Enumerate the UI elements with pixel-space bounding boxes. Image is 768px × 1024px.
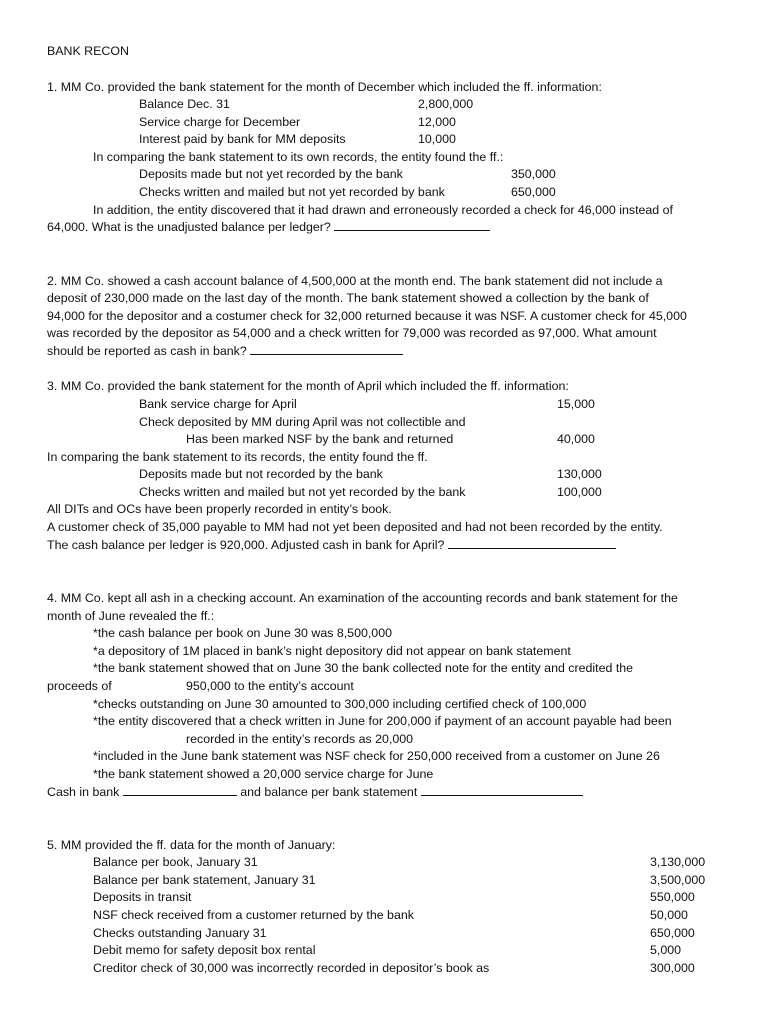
q1-found-label: Checks written and mailed but not yet recorded by bank [139,185,445,199]
q5-item-value: 5,000 [650,943,682,957]
q4-bullet: *a depository of 1M placed in bank’s night depository did not appear on bank statement [93,644,571,658]
q3-note: All DITs and OCs have been properly recorded in entity’s book. [47,502,392,516]
q3-service-value: 15,000 [557,397,595,411]
q2-question-text: should be reported as cash in bank? [47,344,247,358]
answer-blank[interactable] [421,784,583,796]
q3-question [47,537,616,554]
q1-found-label: Deposits made but not yet recorded by the bank [139,167,403,181]
q4-bullet: *checks outstanding on June 30 amounted to 300,000 including certified check of 100,000 [93,697,587,711]
q5-item-value: 300,000 [650,961,695,975]
page-title: BANK RECON [47,44,129,58]
q5-item-label: Balance per book, January 31 [93,855,258,869]
q1-compare: In comparing the bank statement to its own records, the entity found the ff.: [93,150,504,164]
answer-blank[interactable] [334,219,490,231]
q4-cash-label: Cash in bank [47,785,120,799]
q5-item-label: NSF check received from a customer returned by the bank [93,908,414,922]
q5-item-value: 550,000 [650,890,695,904]
q1-addition: In addition, the entity discovered that it had drawn and erroneously recorded a check for 46,000 instead of [93,203,673,217]
q2-line: was recorded by the depositor as 54,000 and a check written for 79,000 was recorded as 97,000. What amount [47,326,657,340]
q1-item-value: 10,000 [418,132,456,146]
q4-bullet-cont-a: proceeds of [47,679,112,693]
q5-item-value: 3,500,000 [650,873,706,887]
q3-question-text: The cash balance per ledger is 920,000. Adjusted cash in bank for April? [47,538,445,552]
q3-found-label: Checks written and mailed but not yet recorded by the bank [139,485,466,499]
q1-item-label: Interest paid by bank for MM deposits [139,132,346,146]
q1-item-value: 12,000 [418,115,456,129]
q5-item-label: Checks outstanding January 31 [93,926,267,940]
q3-intro: 3. MM Co. provided the bank statement for the month of April which included the ff. information: [47,379,569,393]
q1-item-value: 2,800,000 [418,97,474,111]
q3-nsf-label: Check deposited by MM during April was not collectible and [139,415,466,429]
q4-bank-label: and balance per bank statement [240,785,418,799]
q1-question-text: 64,000. What is the unadjusted balance per ledger? [47,220,331,234]
answer-blank[interactable] [448,537,616,549]
answer-blank[interactable] [123,784,237,796]
q5-intro: 5. MM provided the ff. data for the month of January: [47,838,336,852]
q1-question [47,219,490,236]
q2-line: 2. MM Co. showed a cash account balance of 4,500,000 at the month end. The bank statement did not include a [47,274,663,288]
q5-item-value: 50,000 [650,908,688,922]
q4-intro: 4. MM Co. kept all ash in a checking account. An examination of the accounting records and bank statement for the [47,591,678,605]
q1-found-value: 350,000 [511,167,556,181]
q2-line: 94,000 for the depositor and a costumer check for 32,000 returned because it was NSF. A customer check for 45,000 [47,309,687,323]
q1-item-label: Balance Dec. 31 [139,97,230,111]
q1-found-value: 650,000 [511,185,556,199]
q4-intro-cont: month of June revealed the ff.: [47,609,215,623]
q1-item-label: Service charge for December [139,115,301,129]
q5-item-label: Debit memo for safety deposit box rental [93,943,316,957]
q3-nsf-value: 40,000 [557,432,595,446]
q1-intro: 1. MM Co. provided the bank statement for the month of December which included the ff. information: [47,80,602,94]
q5-item-value: 650,000 [650,926,695,940]
q4-bullet: *included in the June bank statement was NSF check for 250,000 received from a customer on June 26 [93,749,660,763]
q2-question [47,343,403,360]
q2-line: deposit of 230,000 made on the last day of the month. The bank statement showed a collection by the bank of [47,291,649,305]
q4-bullet: *the bank statement showed a 20,000 service charge for June [93,767,434,781]
q4-bullet-cont: recorded in the entity’s records as 20,000 [186,732,414,746]
q5-item-label: Balance per bank statement, January 31 [93,873,316,887]
q4-bullet-cont-b: 950,000 to the entity’s account [186,679,354,693]
q5-item-label: Deposits in transit [93,890,192,904]
q4-bullet: *the entity discovered that a check written in June for 200,000 if payment of an account payable had been [93,714,672,728]
q4-bullet: *the cash balance per book on June 30 was 8,500,000 [93,626,392,640]
q3-nsf-label-cont: Has been marked NSF by the bank and returned [186,432,454,446]
q4-question [47,784,583,801]
q5-item-label: Creditor check of 30,000 was incorrectly recorded in depositor’s book as [93,961,490,975]
answer-blank[interactable] [250,343,403,355]
q3-found-value: 130,000 [557,467,602,481]
q3-found-label: Deposits made but not recorded by the bank [139,467,383,481]
q3-found-value: 100,000 [557,485,602,499]
q3-compare: In comparing the bank statement to its records, the entity found the ff. [47,450,428,464]
q3-note: A customer check of 35,000 payable to MM had not yet been deposited and had not been recorded by the entity. [47,520,663,534]
q3-service-label: Bank service charge for April [139,397,297,411]
q4-bullet: *the bank statement showed that on June 30 the bank collected note for the entity and credited the [93,661,634,675]
q5-item-value: 3,130,000 [650,855,706,869]
